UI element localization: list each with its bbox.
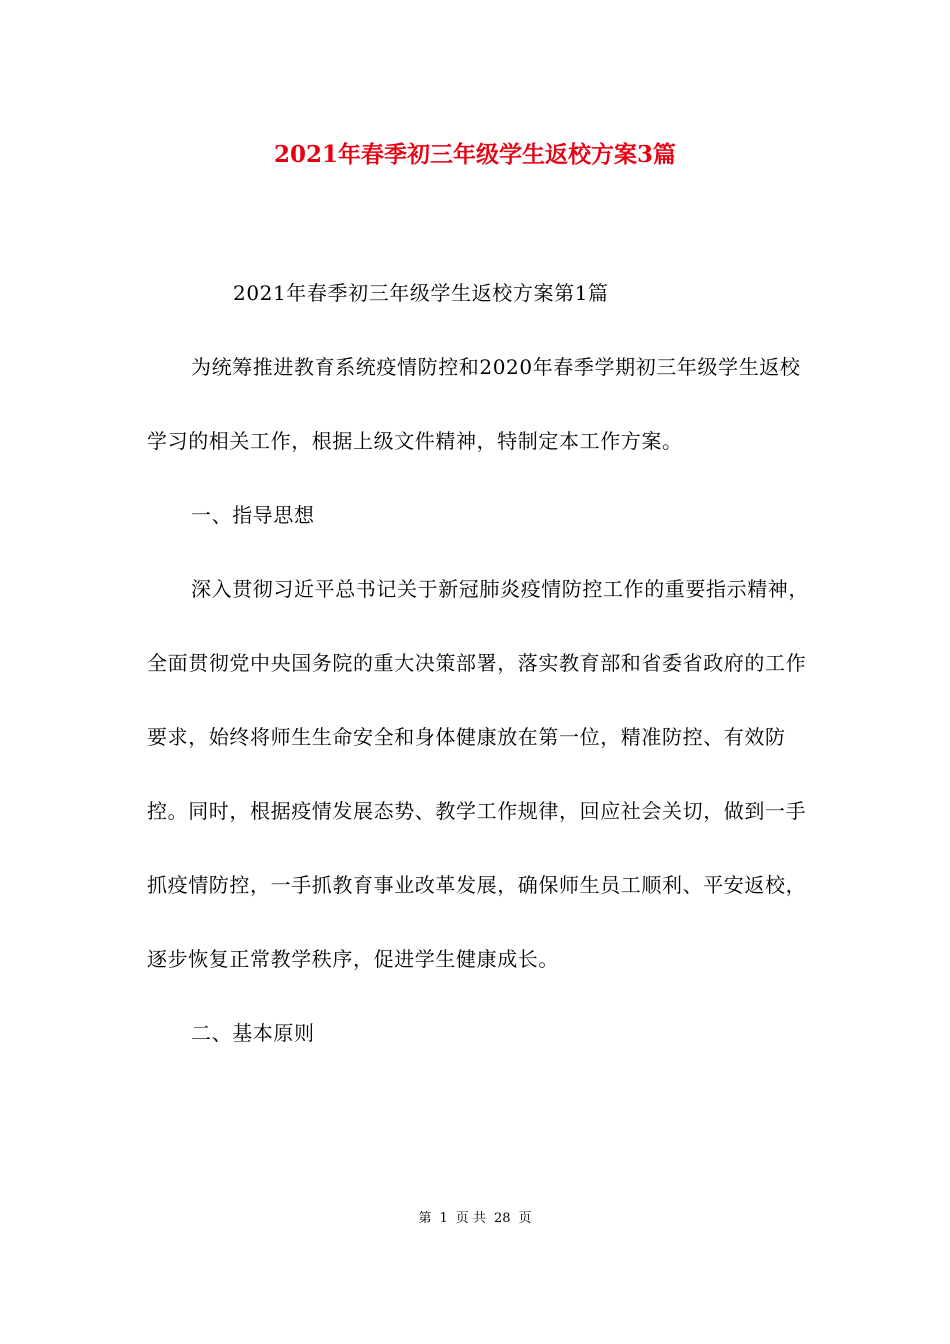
- document-subtitle: 2021年春季初三年级学生返校方案第1篇: [233, 281, 609, 305]
- guiding-thought-paragraph: 深入贯彻习近平总书记关于新冠肺炎疫情防控工作的重要指示精神，全面贯彻党中央国务院的重大决策部署，落实教育部和省委省政府的工作要求，始终将师生生命安全和身体健康放在第一位，精准防控、有效防控。同时，根据疫情发展态势、教学工作规律，回应社会关切，做到一手抓疫情防控，一手抓教育事业改革发展，确保师生员工顺利、平安返校，逐步恢复正常教学秩序，促进学生健康成长。: [147, 577, 809, 971]
- section-heading-basic-principles: 二、基本原则: [191, 1021, 315, 1045]
- document-body: [147, 256, 812, 1070]
- footer-suffix: 页: [518, 1211, 532, 1226]
- footer-current-page: 1: [439, 1211, 448, 1226]
- footer-prefix: 第: [418, 1211, 432, 1226]
- footer-mid: 页 共: [455, 1211, 486, 1226]
- document-title: 2021年春季初三年级学生返校方案3篇: [273, 141, 677, 168]
- footer-total-pages: 28: [493, 1211, 511, 1226]
- page-number-footer: [0, 1210, 950, 1228]
- section-heading-guiding-thought: 一、指导思想: [191, 503, 315, 527]
- intro-paragraph: 为统筹推进教育系统疫情防控和2020年春季学期初三年级学生返校学习的相关工作，根据上级文件精神，特制定本工作方案。: [147, 355, 801, 453]
